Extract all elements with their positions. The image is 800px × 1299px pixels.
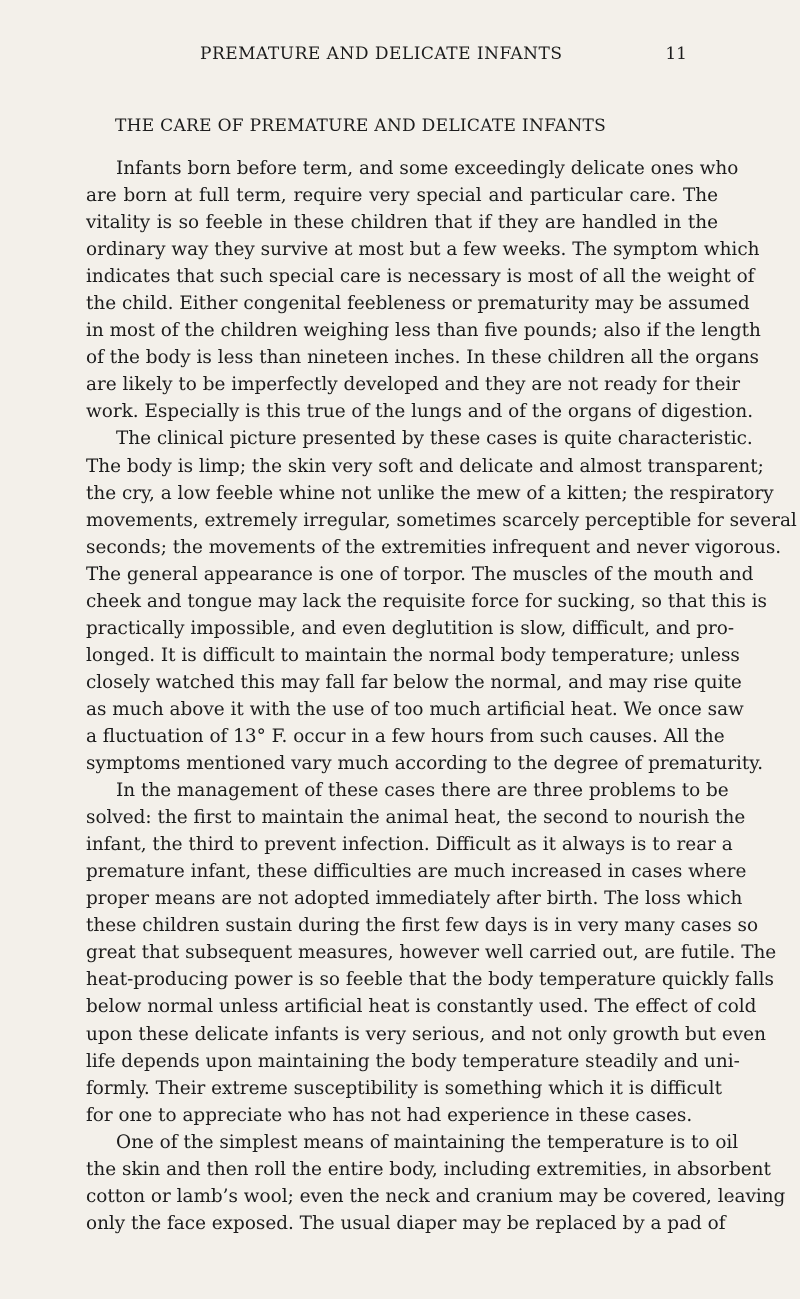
text-line: In the management of these cases there are three problems to be	[116, 780, 729, 802]
text-line: work. Especially is this true of the lungs and of the organs of digestion.	[86, 401, 754, 423]
body-text	[86, 155, 797, 1237]
text-line: heat-producing power is so feeble that the body temperature quickly falls	[86, 969, 774, 991]
text-line: are likely to be imperfectly developed and they are not ready for their	[86, 374, 740, 396]
text-line: a fluctuation of 13° F. occur in a few hours from such causes. All the	[86, 725, 725, 747]
text-line: the skin and then roll the entire body, including extremities, in absorbent	[86, 1158, 771, 1180]
text-line: upon these delicate infants is very serious, and not only growth but even	[86, 1023, 766, 1045]
text-line: One of the simplest means of maintaining the temperature is to oil	[116, 1131, 739, 1153]
text-line: vitality is so feeble in these children that if they are handled in the	[86, 212, 718, 234]
text-line: seconds; the movements of the extremities infrequent and never vigorous.	[86, 536, 782, 558]
text-line: cheek and tongue may lack the requisite force for sucking, so that this is	[86, 590, 767, 612]
text-line: these children sustain during the first few days is in very many cases so	[86, 915, 759, 937]
text-line: The clinical picture presented by these cases is quite characteristic.	[116, 428, 753, 450]
text-line: only the face exposed. The usual diaper may be replaced by a pad of	[86, 1212, 726, 1234]
text-line: ordinary way they survive at most but a few weeks. The symptom which	[86, 239, 760, 261]
text-line: in most of the children weighing less than five pounds; also if the length	[86, 320, 761, 342]
text-line: longed. It is difficult to maintain the normal body temperature; unless	[86, 644, 740, 666]
text-line: The general appearance is one of torpor. The muscles of the mouth and	[86, 563, 754, 585]
text-line: The body is limp; the skin very soft and delicate and almost transparent;	[86, 455, 764, 477]
text-line: infant, the third to prevent infection. Difficult as it always is to rear a	[86, 834, 733, 856]
text-line: formly. Their extreme susceptibility is something which it is difficult	[86, 1077, 722, 1099]
text-line: below normal unless artificial heat is constantly used. The effect of cold	[86, 996, 757, 1018]
text-line: premature infant, these difficulties are much increased in cases where	[86, 861, 747, 883]
text-line: the child. Either congenital feebleness or prematurity may be assumed	[86, 293, 750, 315]
text-line: movements, extremely irregular, sometimes scarcely perceptible for several	[86, 509, 797, 531]
text-line: practically impossible, and even deglutition is slow, difficult, and pro-	[86, 617, 735, 639]
text-line: of the body is less than nineteen inches. In these children all the organs	[86, 347, 759, 369]
text-line: for one to appreciate who has not had experience in these cases.	[86, 1104, 693, 1126]
page-number: 11	[665, 44, 687, 64]
chapter-title: THE CARE OF PREMATURE AND DELICATE INFANTS	[115, 116, 607, 136]
text-line: great that subsequent measures, however well carried out, are futile. The	[86, 942, 777, 964]
text-line: as much above it with the use of too much artificial heat. We once saw	[86, 698, 744, 720]
running-header: PREMATURE AND DELICATE INFANTS	[200, 44, 563, 64]
text-line: symptoms mentioned vary much according to the degree of prematurity.	[86, 753, 764, 775]
text-line: are born at full term, require very special and particular care. The	[86, 185, 718, 207]
text-line: proper means are not adopted immediately after birth. The loss which	[86, 888, 743, 910]
text-line: solved: the first to maintain the animal heat, the second to nourish the	[86, 807, 746, 829]
text-line: cotton or lamb’s wool; even the neck and cranium may be covered, leaving	[86, 1185, 786, 1207]
text-line: indicates that such special care is necessary is most of all the weight of	[86, 266, 755, 288]
text-line: life depends upon maintaining the body temperature steadily and uni-	[86, 1050, 740, 1072]
text-line: the cry, a low feeble whine not unlike the mew of a kitten; the respiratory	[86, 482, 774, 504]
text-line: closely watched this may fall far below the normal, and may rise quite	[86, 671, 742, 693]
text-line: Infants born before term, and some exceedingly delicate ones who	[116, 158, 739, 179]
